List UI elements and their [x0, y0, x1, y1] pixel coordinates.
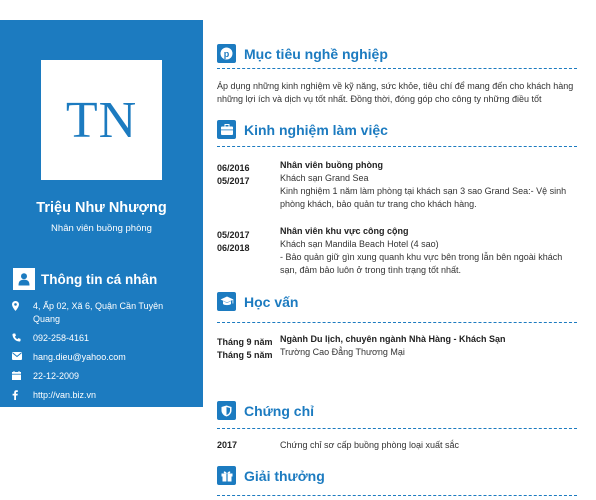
objective-divider: [217, 68, 577, 69]
facebook-icon: [12, 389, 33, 402]
job-1-start: 06/2016: [217, 163, 250, 173]
personal-info-title: Thông tin cá nhân: [41, 271, 158, 287]
experience-header: [217, 120, 388, 139]
job-2-end: 06/2018: [217, 243, 250, 253]
awards-divider: [217, 495, 577, 496]
certificates-header: [217, 401, 314, 420]
job-1-description: Kinh nghiệm 1 năm làm phòng tại khách sạn 3 sao Grand Sea:- Vệ sinh phòng khách, bảo quản tư trang cho khách hàng.: [280, 186, 567, 209]
graduation-cap-icon: [217, 292, 236, 311]
avatar: [41, 60, 162, 180]
job-2-description: - Bảo quản giữ gìn xung quanh khu vực bên trong lẫn bên ngoài khách sạn, đảm bảo luôn ở trong tình trạng tốt nhất.: [280, 252, 563, 275]
main-content: [215, 0, 596, 500]
education-major: Ngành Du lịch, chuyên ngành Nhà Hàng - Khách Sạn: [280, 334, 506, 344]
certificate-name: Chứng chỉ sơ cấp buồng phòng loại xuất sắc: [280, 440, 460, 450]
contact-birthday: [12, 370, 188, 383]
gift-icon: [217, 466, 236, 485]
calendar-icon: [12, 370, 33, 383]
sidebar: [0, 20, 203, 407]
objective-title: Mục tiêu nghề nghiệp: [244, 45, 388, 62]
birthday-text: 22-12-2009: [33, 371, 80, 381]
education-school: Trường Cao Đẳng Thương Mại: [280, 347, 405, 357]
education-divider: [217, 322, 577, 323]
objective-text: Áp dụng những kinh nghiệm về kỹ năng, sức khỏe, tiêu chí để mang đến cho khách hàng những lợi ích và dịch vụ tốt nhất. Đồng thời, đóng góp cho công ty những điều tốt: [217, 81, 574, 104]
objective-header: [217, 44, 388, 63]
education-header: [217, 292, 298, 311]
profile-name: Triệu Như Nhượng: [36, 200, 167, 216]
email-link[interactable]: hang.dieu@yahoo.com: [33, 352, 126, 362]
pinterest-icon: [217, 44, 236, 63]
shield-icon: [217, 401, 236, 420]
contact-email: [12, 351, 188, 364]
awards-title: Giải thưởng: [244, 467, 325, 484]
phone-icon: [12, 332, 33, 345]
user-icon: [13, 268, 35, 290]
certificates-divider: [217, 428, 577, 429]
phone-text: 092-258-4161: [33, 333, 90, 343]
avatar-initials: TN: [65, 91, 138, 149]
contact-phone: [12, 332, 188, 345]
job-1-end: 05/2017: [217, 176, 250, 186]
profile-role: Nhân viên buồng phòng: [51, 223, 152, 234]
contact-address: [12, 300, 188, 326]
job-1-position: Nhân viên buồng phòng: [280, 160, 383, 170]
address-text: 4, Ấp 02, Xã 6, Quận Cần Tuyên Quang: [33, 301, 164, 324]
website-link[interactable]: http://van.biz.vn: [33, 390, 97, 400]
map-marker-icon: [12, 300, 33, 326]
certificate-year: 2017: [217, 440, 238, 450]
certificates-title: Chứng chỉ: [244, 402, 315, 419]
awards-header: [217, 466, 325, 485]
personal-info-header: [13, 268, 157, 290]
job-2-company: Khách sạn Mandila Beach Hotel (4 sao): [280, 239, 439, 249]
education-start: Tháng 9 năm: [217, 337, 273, 347]
contact-website: [12, 389, 188, 402]
svg-text:p: p: [223, 49, 230, 59]
experience-divider: [217, 146, 577, 147]
job-2-position: Nhân viên khu vực công cộng: [280, 226, 409, 236]
job-2-start: 05/2017: [217, 230, 250, 240]
briefcase-icon: [217, 120, 236, 139]
job-1-company: Khách sạn Grand Sea: [280, 173, 369, 183]
education-end: Tháng 5 năm: [217, 350, 273, 360]
experience-title: Kinh nghiệm làm việc: [244, 121, 388, 138]
education-title: Học vấn: [244, 293, 299, 310]
envelope-icon: [12, 351, 33, 364]
